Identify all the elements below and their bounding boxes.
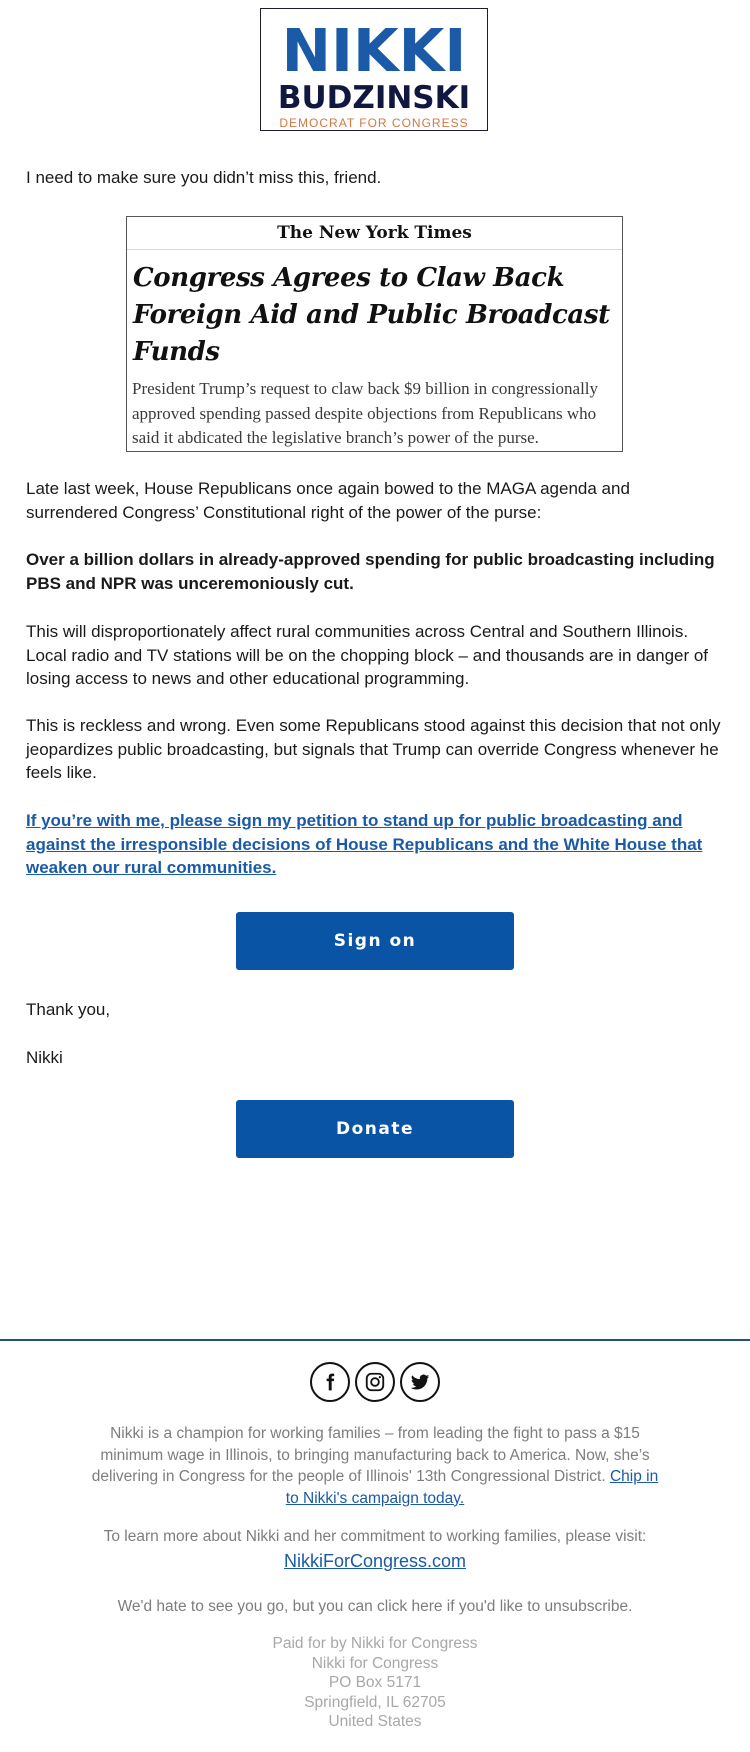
news-article-card [126, 216, 623, 452]
org-name: Nikki for Congress [311, 1654, 439, 1672]
paid-for-text: Paid for by Nikki for Congress [272, 1635, 478, 1652]
logo-first-name: NIKKI [281, 16, 467, 85]
signature-name: Nikki [26, 1048, 63, 1067]
body-paragraph-4: This is reckless and wrong. Even some Republicans stood against this decision that not only jeopardizes public broadcasting, but signals that Trump can override Congress whenever he feels like. [26, 716, 721, 782]
article-dek: President Trump’s request to claw back $9 billion in congressionally approved spending passed despite objections from Republicans who said it abdicated the legislative branch’s power of the purse. [132, 379, 599, 447]
body-paragraph-1: Late last week, House Republicans once again bowed to the MAGA agenda and surrendered Congress’ Constitutional right of the power of the purse: [26, 479, 630, 522]
logo-tagline: DEMOCRAT FOR CONGRESS [279, 116, 469, 130]
intro-text: I need to make sure you didn’t miss this, friend. [26, 168, 382, 187]
city-state-zip: Springfield, IL 62705 [304, 1693, 446, 1711]
unsubscribe-text[interactable]: We'd hate to see you go, but you can click here if you'd like to unsubscribe. [117, 1598, 633, 1615]
footer-about [86, 1423, 664, 1509]
article-headline: Congress Agrees to Claw Back Foreign Aid and Public Broadcast Funds [133, 263, 610, 367]
country: United States [328, 1713, 422, 1730]
campaign-logo [260, 8, 488, 131]
footer-about-text: Nikki is a champion for working families – from leading the fight to pass a $15 minimum wage in Illinois, to bringing manufacturing back to America. Now, she’s delivering in Congress for the people of Illinois' 13th Congressional District. [91, 1425, 650, 1485]
donate-button[interactable]: Donate [236, 1100, 514, 1158]
footer-learn-more [86, 1526, 664, 1574]
footer-divider [0, 1339, 750, 1341]
po-box: PO Box 5171 [328, 1674, 422, 1691]
instagram-icon[interactable] [355, 1362, 395, 1402]
chip-in-link[interactable]: Chip in to Nikki's campaign today. [285, 1468, 659, 1507]
facebook-icon[interactable] [310, 1362, 350, 1402]
social-links [310, 1362, 440, 1402]
petition-link[interactable]: If you’re with me, please sign my petition to stand up for public broadcasting and against the irresponsible decisions of House Republicans and the White House that weaken our rural communities. [26, 811, 703, 877]
body-paragraph-3: This will disproportionately affect rural communities across Central and Southern Illinois. Local radio and TV stations will be on the chopping block – and thousands are in danger of losing access to news and other educational programming. [26, 622, 709, 688]
website-link[interactable]: NikkiForCongress.com [283, 1550, 467, 1571]
thank-you-text: Thank you, [26, 1000, 111, 1019]
body-paragraph-bold: Over a billion dollars in already-approved spending for public broadcasting including PBS and NPR was unceremoniously cut. [26, 550, 715, 593]
nyt-masthead: The New York Times [127, 217, 622, 250]
logo-last-name: BUDZINSKI [277, 80, 471, 116]
footer-address [86, 1634, 664, 1732]
learn-more-text: To learn more about Nikki and her commitment to working families, please visit: [103, 1528, 647, 1545]
twitter-icon[interactable] [400, 1362, 440, 1402]
sign-on-button[interactable]: Sign on [236, 912, 514, 970]
